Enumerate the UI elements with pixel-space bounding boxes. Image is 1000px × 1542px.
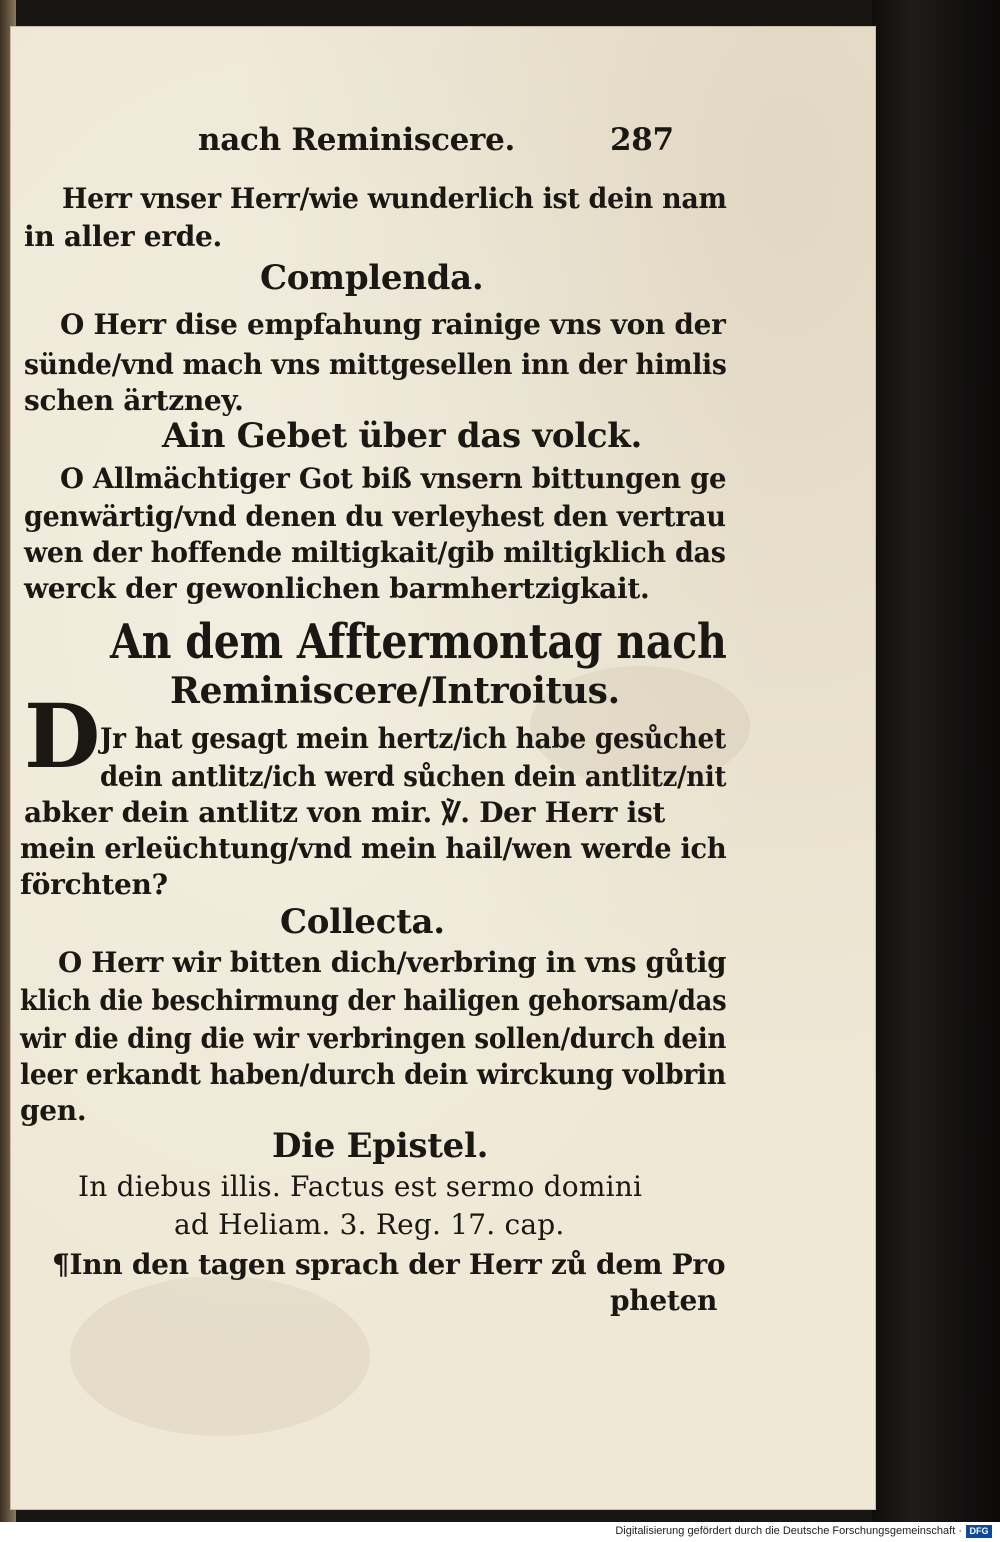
text-line: O Allmächtiger Got biß vnsern bittungen ge — [60, 462, 727, 495]
page-number: 287 — [610, 122, 674, 158]
section-heading-epistel: Die Epistel. — [272, 1126, 489, 1166]
text-line: mein erleüchtung/vnd mein hail/wen werde ich — [20, 832, 727, 865]
text-line: genwärtig/vnd denen du verleyhest den vertrau — [24, 500, 726, 533]
section-heading-gebet: Ain Gebet über das volck. — [162, 416, 643, 456]
catchword: pheten — [610, 1284, 718, 1317]
text-line: Jr hat gesagt mein hertz/ich habe gesůchet — [100, 722, 726, 755]
text-line: förchten? — [20, 868, 168, 901]
text-line: ¶Inn den tagen sprach der Herr zů dem Pro — [52, 1248, 726, 1281]
text-line: abker dein antlitz von mir. ℣. Der Herr ist — [24, 796, 666, 829]
text-line: gen. — [20, 1094, 87, 1127]
book-page — [10, 26, 876, 1510]
funding-credit: Digitalisierung gefördert durch die Deutsche Forschungsgemeinschaft · — [615, 1525, 962, 1537]
section-heading-complenda: Complenda. — [260, 258, 484, 298]
section-heading-collecta: Collecta. — [280, 902, 445, 942]
latin-line: In diebus illis. Factus est sermo domini — [78, 1170, 643, 1203]
text-line: leer erkandt haben/durch dein wirckung volbrin — [20, 1058, 726, 1091]
section-subtitle: Reminiscere/Introitus. — [170, 670, 620, 712]
footer-bar — [0, 1522, 1000, 1542]
text-line: in aller erde. — [24, 220, 222, 253]
dfg-logo: DFG — [966, 1525, 992, 1538]
running-head: nach Reminiscere. — [198, 122, 516, 158]
text-line: dein antlitz/ich werd sůchen dein antlitz/nit — [100, 760, 727, 793]
text-line: O Herr dise empfahung rainige vns von der — [60, 308, 726, 341]
text-line: Herr vnser Herr/wie wunderlich ist dein nam — [62, 182, 727, 215]
section-title: An dem Afftermontag nach — [110, 614, 727, 670]
text-line: schen ärtzney. — [24, 384, 244, 417]
text-line: O Herr wir bitten dich/verbring in vns gůtig — [58, 946, 727, 979]
book-cover-edge — [872, 0, 1000, 1522]
text-line: sünde/vnd mach vns mittgesellen inn der himlis — [24, 348, 727, 381]
latin-line: ad Heliam. 3. Reg. 17. cap. — [174, 1208, 565, 1241]
paper-stain — [70, 1276, 370, 1436]
text-line: werck der gewonlichen barmhertzigkait. — [24, 572, 650, 605]
text-line: wen der hoffende miltigkait/gib miltigklich das — [24, 536, 726, 569]
text-line: wir die ding die wir verbringen sollen/durch dein — [20, 1022, 727, 1055]
text-line: klich die beschirmung der hailigen gehorsam/das — [20, 984, 727, 1017]
drop-capital: D — [24, 684, 101, 788]
